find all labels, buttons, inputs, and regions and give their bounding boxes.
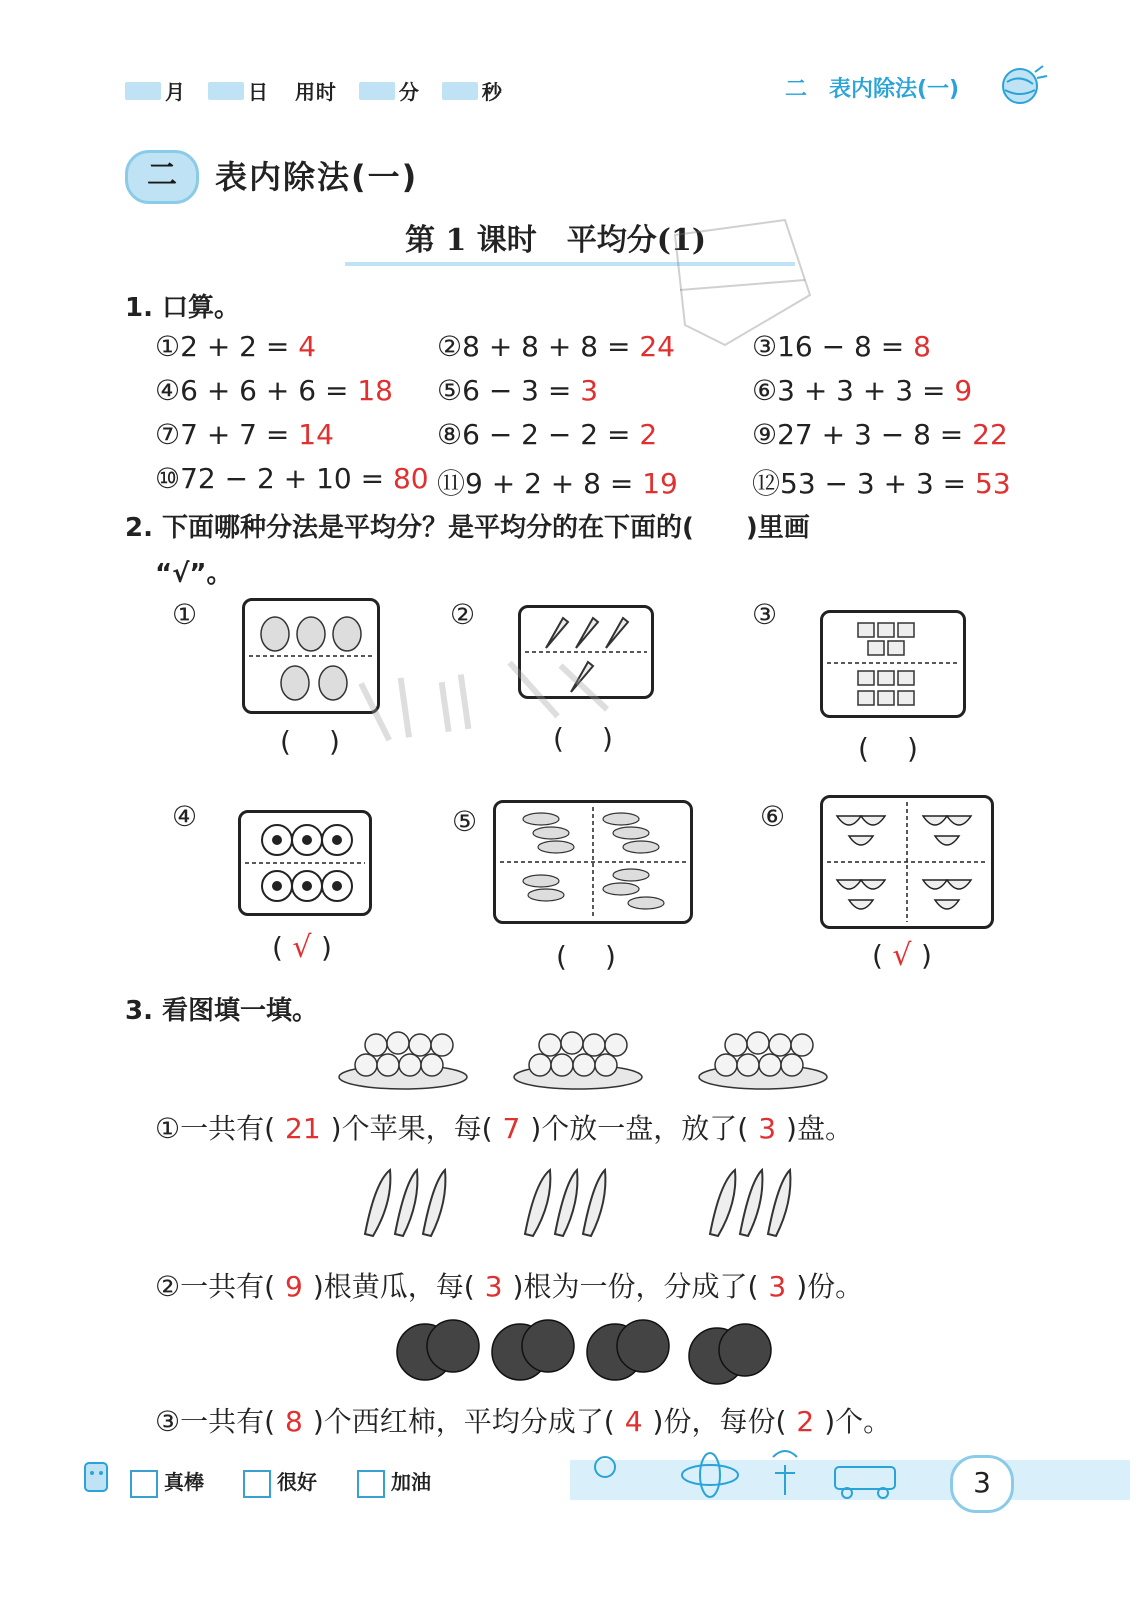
- q1-title: 1. 口算。: [125, 293, 241, 323]
- q2-title-line2: “√”。: [155, 559, 233, 589]
- q3-title: 3. 看图填一填。: [125, 996, 319, 1026]
- q1-item: [752, 374, 972, 407]
- q1-expression: ⑫53 − 3 + 3 =: [752, 467, 976, 500]
- option-2-answer[interactable]: ( ): [553, 722, 613, 755]
- option-5-answer[interactable]: ( ): [556, 940, 616, 973]
- tomatoes-picture: [395, 1312, 785, 1392]
- option-1-number: ①: [172, 598, 198, 631]
- tomato-total-answer[interactable]: 8: [285, 1405, 303, 1438]
- q1-expression: ①2 + 2 =: [155, 330, 299, 363]
- globe-mascot-icon: [995, 62, 1050, 107]
- option-4-answer[interactable]: ( √ ): [272, 930, 332, 965]
- option-3-picture: [820, 610, 966, 718]
- q1-expression: ⑦7 + 7 =: [155, 418, 299, 451]
- q1-expression: ⑩72 − 2 + 10 =: [155, 462, 393, 495]
- footer-decorations-icon: [585, 1445, 935, 1503]
- q1-item: [437, 374, 598, 407]
- q3-sentence-2: ②一共有( 9 )根黄瓜，每( 3 )根为一份，分成了( 3 )份。: [155, 1270, 864, 1303]
- option-3-number: ③: [752, 598, 778, 631]
- q1-answer[interactable]: 8: [913, 330, 931, 363]
- q1-expression: ⑧6 − 2 − 2 =: [437, 418, 640, 451]
- tomato-per-group-answer[interactable]: 2: [796, 1405, 815, 1438]
- chapter-badge: 二: [125, 150, 199, 204]
- plate-count-answer[interactable]: 3: [758, 1112, 777, 1145]
- lesson-title: 第 1 课时 平均分(1): [405, 223, 707, 258]
- apple-per-plate-answer[interactable]: 7: [502, 1112, 521, 1145]
- q1-answer[interactable]: 14: [298, 418, 334, 451]
- apple-total-answer[interactable]: 21: [285, 1112, 321, 1145]
- rating-good[interactable]: 很好: [243, 1466, 317, 1498]
- q1-answer[interactable]: 80: [392, 462, 429, 495]
- time-used-label: 用时: [294, 80, 337, 104]
- q1-item: [155, 462, 429, 495]
- q3-sentence-1: ①一共有( 21 )个苹果，每( 7 )个放一盘，放了( 3 )盘。: [155, 1112, 853, 1145]
- option-6-picture: [820, 795, 994, 929]
- date-time-header: [125, 76, 517, 105]
- q1-answer[interactable]: 22: [972, 418, 1008, 451]
- q1-expression: ⑨27 + 3 − 8 =: [752, 418, 973, 451]
- option-2-number: ②: [450, 598, 476, 631]
- q1-item: [155, 374, 393, 407]
- q3-sentence-3: ③一共有( 8 )个西红柿，平均分成了( 4 )份，每份( 2 )个。: [155, 1405, 892, 1438]
- rating-great[interactable]: 真棒: [130, 1466, 204, 1498]
- cucumber-per-group-answer[interactable]: 3: [484, 1270, 503, 1303]
- option-5-number: ⑤: [452, 805, 478, 838]
- tomato-groups-answer[interactable]: 4: [624, 1405, 643, 1438]
- month-blank[interactable]: [125, 82, 161, 100]
- rating-keep-going[interactable]: 加油: [357, 1466, 431, 1498]
- q1-answer[interactable]: 3: [580, 374, 599, 407]
- q1-item: [752, 462, 1011, 502]
- option-6-answer[interactable]: ( √ ): [872, 938, 932, 973]
- q1-item: [437, 418, 657, 451]
- minutes-blank[interactable]: [359, 82, 395, 100]
- mascot-icon: [75, 1455, 120, 1500]
- rating-keep-going-checkbox[interactable]: [357, 1470, 385, 1498]
- q1-answer[interactable]: 24: [639, 330, 675, 363]
- seconds-label: 秒: [481, 80, 503, 104]
- section-header: 二 表内除法(一): [785, 77, 960, 102]
- q1-expression: ③16 − 8 =: [752, 330, 914, 363]
- cucumber-total-answer[interactable]: 9: [285, 1270, 303, 1303]
- cucumbers-picture: [355, 1162, 805, 1242]
- option-4-picture: [238, 810, 372, 916]
- q1-expression: ⑪9 + 2 + 8 =: [437, 467, 643, 500]
- q1-item: [752, 330, 931, 363]
- q1-item: [155, 330, 316, 363]
- q1-item: [155, 418, 334, 451]
- month-label: 月: [165, 80, 186, 104]
- rating-good-checkbox[interactable]: [243, 1470, 271, 1498]
- apple-plates-picture: [338, 1025, 838, 1095]
- q1-expression: ④6 + 6 + 6 =: [155, 374, 358, 407]
- option-1-answer[interactable]: ( ): [280, 725, 340, 758]
- q1-answer[interactable]: 18: [357, 374, 393, 407]
- q1-item: [437, 330, 675, 363]
- q1-answer[interactable]: 2: [639, 418, 658, 451]
- option-6-number: ⑥: [760, 800, 786, 833]
- q1-expression: ⑤6 − 3 =: [437, 374, 581, 407]
- minutes-label: 分: [398, 80, 420, 104]
- option-5-picture: [493, 800, 693, 924]
- day-blank[interactable]: [208, 82, 244, 100]
- chapter-title: 表内除法(一): [215, 158, 419, 196]
- q2-title-line1: 2. 下面哪种分法是平均分？是平均分的在下面的( )里画: [125, 513, 810, 543]
- option-3-answer[interactable]: ( ): [858, 732, 918, 765]
- q1-expression: ⑥3 + 3 + 3 =: [752, 374, 955, 407]
- rating-great-checkbox[interactable]: [130, 1470, 158, 1498]
- cucumber-groups-answer[interactable]: 3: [768, 1270, 787, 1303]
- q1-expression: ②8 + 8 + 8 =: [437, 330, 640, 363]
- day-label: 日: [247, 80, 269, 104]
- option-4-number: ④: [172, 800, 198, 833]
- q1-answer[interactable]: 53: [975, 467, 1011, 500]
- q1-item: [437, 462, 678, 502]
- q1-answer[interactable]: 19: [642, 467, 678, 500]
- q1-answer[interactable]: 4: [298, 330, 317, 363]
- seconds-blank[interactable]: [442, 82, 478, 100]
- q1-answer[interactable]: 9: [954, 374, 973, 407]
- page-number: 3: [950, 1455, 1014, 1513]
- q1-item: [752, 418, 1008, 451]
